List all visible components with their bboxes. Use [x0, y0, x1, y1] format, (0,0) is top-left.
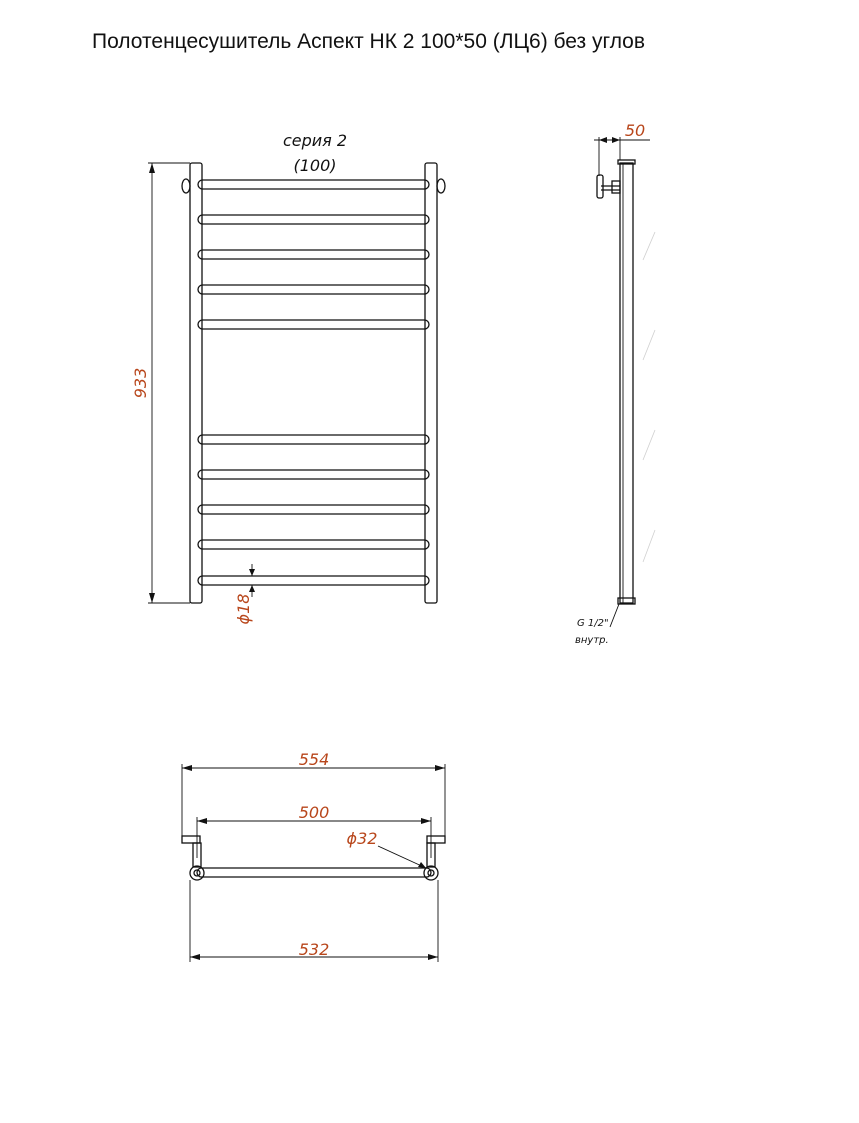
center-distance-label: 500 — [298, 803, 330, 822]
right-wall-flange — [427, 836, 445, 843]
left-post — [190, 163, 202, 603]
height-dim-label: 933 — [131, 367, 150, 399]
depth-dim-label: 50 — [624, 121, 646, 140]
right-wall-mount — [437, 179, 445, 193]
rung — [198, 320, 429, 329]
series-value: (100) — [293, 156, 337, 175]
height-dimension — [131, 163, 190, 603]
side-mount — [597, 175, 620, 198]
depth-dimension — [594, 121, 650, 176]
rung — [198, 576, 429, 585]
rungs — [198, 180, 429, 585]
rung — [198, 215, 429, 224]
overall-width-label: 554 — [298, 750, 330, 769]
rung — [198, 435, 429, 444]
rung — [198, 285, 429, 294]
side-view — [575, 121, 655, 646]
rung-dia-label: ϕ18 — [234, 593, 253, 625]
rung — [198, 540, 429, 549]
overall-width-dimension — [182, 750, 445, 842]
rung — [198, 470, 429, 479]
front-view — [131, 131, 445, 624]
center-distance-dimension — [197, 803, 431, 858]
series-label: серия 2 — [282, 131, 348, 150]
pipe-diameter-callout — [347, 829, 426, 868]
left-wall-mount — [182, 179, 190, 193]
side-post — [620, 163, 633, 603]
outer-width-dimension — [190, 880, 438, 962]
outer-width-label: 532 — [298, 940, 330, 959]
rung — [198, 180, 429, 189]
top-rail — [197, 868, 431, 877]
thread-callout — [575, 604, 619, 646]
top-view — [182, 750, 445, 962]
pipe-dia-label: ϕ32 — [346, 829, 378, 848]
side-top-cap — [618, 160, 635, 164]
right-post — [425, 163, 437, 603]
thread-note: внутр. — [575, 635, 609, 646]
thread-label: G 1/2" — [577, 618, 609, 629]
page-title: Полотенцесушитель Аспект НК 2 100*50 (ЛЦ6) без углов — [92, 30, 646, 53]
rung — [198, 250, 429, 259]
rung — [198, 505, 429, 514]
rung-diameter-dimension — [234, 564, 255, 624]
